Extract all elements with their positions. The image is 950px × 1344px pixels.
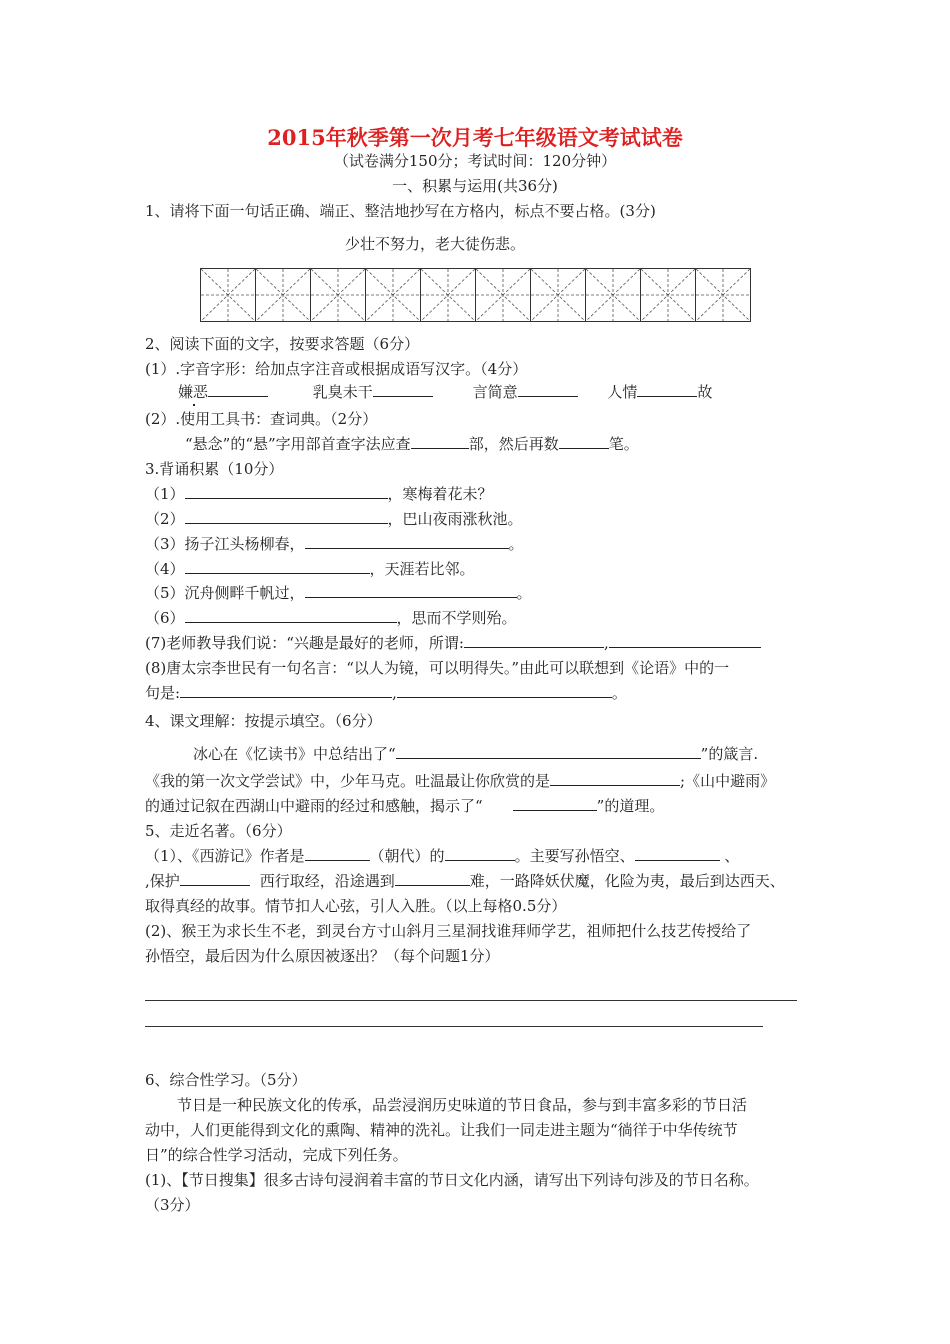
q3-item-5 [145, 582, 532, 604]
grid-cell[interactable] [696, 269, 750, 321]
q6-para-3: 日”的综合性学习活动，完成下列任务。 [145, 1146, 408, 1164]
text: （1） [145, 485, 185, 503]
blank[interactable] [635, 845, 720, 861]
text: （朝代）的 [369, 847, 445, 865]
q1-sentence: 少壮不努力，老大徒伤悲。 [345, 235, 526, 253]
text: 。 [508, 535, 524, 553]
text: 部，然后再数 [468, 435, 559, 453]
grid-cell[interactable] [311, 269, 366, 321]
word-1: 嫌恶 [178, 383, 209, 401]
q5-line-2 [145, 870, 785, 892]
blank[interactable] [395, 870, 470, 886]
blank[interactable] [396, 743, 701, 759]
q4-line-3 [145, 795, 664, 817]
blank[interactable] [185, 508, 388, 524]
q3-item-6 [145, 607, 517, 629]
answer-line[interactable] [145, 1000, 797, 1001]
q6-para-1: 节日是一种民族文化的传承，品尝浸润历史味道的节日食品，参与到丰富多彩的节日活 [177, 1096, 748, 1114]
grid-cell[interactable] [256, 269, 311, 321]
text: ;《山中避雨》 [680, 772, 776, 790]
q6-para-2: 动中，人们更能得到文化的熏陶、精神的洗礼。让我们一同走进主题为“徜徉于中华传统节 [145, 1121, 738, 1139]
q6-sub-1-score: （3分） [145, 1196, 200, 1214]
q3-item-7 [145, 632, 761, 654]
word-2: 乳臭未干 [312, 383, 373, 401]
q3-prompt: 3.背诵积累（10分） [145, 460, 284, 478]
text: ，思而不学则殆。 [396, 609, 517, 627]
answer-line[interactable] [145, 1026, 763, 1027]
q2-part1: (1）.字音字形：给加点字注音或根据成语写汉字。（4分） [145, 360, 528, 378]
text: ，巴山夜雨涨秋池。 [387, 510, 523, 528]
q5-prompt: 5、走近名著。（6分） [145, 822, 292, 840]
text: ，天涯若比邻。 [369, 560, 475, 578]
text: 冰心在《忆读书》中总结出了“ [193, 745, 396, 763]
section-heading: 一、积累与运用(共36分) [392, 177, 558, 195]
q3-item-8: (8)唐太宗李世民有一句名言：“以人为镜，可以明得失。”由此可以联想到《论语》中的一 [145, 659, 730, 677]
q2-part2: (2）.使用工具书：查词典。（2分） [145, 410, 378, 428]
grid-cell[interactable] [586, 269, 641, 321]
q4-prompt: 4、课文理解：按提示填空。（6分） [145, 712, 382, 730]
blank[interactable] [550, 770, 680, 786]
blank[interactable] [518, 381, 578, 397]
text: 。 [516, 584, 532, 602]
text: 。主要写孙悟空、 [514, 847, 635, 865]
blank[interactable] [305, 845, 370, 861]
blank[interactable] [609, 632, 761, 648]
text: （5）沉舟侧畔千帆过， [145, 584, 305, 602]
q3-item-2 [145, 508, 523, 530]
text: “悬念”的“悬”字用部首查字法应查 [185, 435, 411, 453]
q5-line-5: 孙悟空，最后因为什么原因被逐出？（每个问题1分） [145, 947, 500, 965]
grid-cell[interactable] [476, 269, 531, 321]
q5-line-1 [145, 845, 739, 867]
q5-line-4: (2)、猴王为求长生不老，到灵台方寸山斜月三星洞找谁拜师学艺，祖师把什么技艺传授给了 [145, 922, 752, 940]
q1-prompt: 1、请将下面一句话正确、端正、整洁地抄写在方格内，标点不要占格。(3分) [145, 202, 656, 220]
blank[interactable] [513, 795, 597, 811]
q6-sub-1: (1)、【节日搜集】很多古诗句浸润着丰富的节日文化内涵，请写出下列诗句涉及的节日名称。 [145, 1171, 759, 1189]
text: (7)老师教导我们说：“兴趣是最好的老师，所谓: [145, 634, 464, 652]
word-4-end: 故 [697, 383, 713, 401]
blank[interactable] [180, 682, 392, 698]
text: ”的道理。 [596, 797, 665, 815]
blank[interactable] [373, 381, 433, 397]
exam-title: 2015年秋季第一次月考七年级语文考试试卷 [267, 125, 683, 150]
word-4: 人情 [607, 383, 638, 401]
text: ，寒梅着花未？ [387, 485, 493, 503]
grid-cell[interactable] [366, 269, 421, 321]
blank[interactable] [464, 632, 604, 648]
text: 西行取经，沿途遇到 [259, 872, 395, 890]
q3-item-1 [145, 483, 493, 505]
blank[interactable] [185, 607, 397, 623]
q3-item-3 [145, 533, 524, 555]
blank[interactable] [637, 381, 697, 397]
q6-prompt: 6、综合性学习。（5分） [145, 1071, 307, 1089]
q2-part2-line [185, 433, 639, 455]
text: 《我的第一次文学尝试》中，少年马克。吐温最让你欣赏的是 [145, 772, 551, 790]
q3-item-4 [145, 558, 475, 580]
q3-item-8-answer [145, 682, 627, 704]
q4-line-1 [193, 743, 758, 765]
blank[interactable] [208, 381, 268, 397]
text: 句是: [145, 684, 181, 702]
text: （1）、《西游记》作者是 [145, 847, 305, 865]
text: （6） [145, 609, 185, 627]
grid-cell[interactable] [531, 269, 586, 321]
text: , [603, 634, 609, 652]
text: （3）扬子江头杨柳春， [145, 535, 305, 553]
blank[interactable] [185, 483, 388, 499]
blank[interactable] [185, 558, 370, 574]
word-3: 言简意 [472, 383, 518, 401]
text: ,保护 [145, 872, 180, 890]
q4-line-2 [145, 770, 775, 792]
blank[interactable] [180, 870, 250, 886]
q5-line-3: 取得真经的故事。情节扣人心弦，引人入胜。（以上每格0.5分） [145, 897, 567, 915]
text: （4） [145, 560, 185, 578]
text: , [392, 684, 397, 702]
q2-words [178, 381, 712, 403]
text: 笔。 [608, 435, 639, 453]
text: 的通过记叙在西湖山中避雨的经过和感触，揭示了“ [145, 797, 483, 815]
text: 、 [724, 847, 740, 865]
text: （2） [145, 510, 185, 528]
q2-prompt: 2、阅读下面的文字，按要求答题（6分） [145, 335, 420, 353]
grid-cell[interactable] [641, 269, 696, 321]
grid-cell[interactable] [201, 269, 256, 321]
writing-grid[interactable] [200, 268, 751, 322]
text: 难，一路降妖伏魔，化险为夷，最后到达西天、 [469, 872, 785, 890]
grid-cell[interactable] [421, 269, 476, 321]
text: 。 [611, 684, 627, 702]
blank[interactable] [305, 582, 517, 598]
blank[interactable] [411, 433, 469, 449]
exam-subtitle: （试卷满分150分；考试时间：120分钟） [333, 152, 617, 170]
text: ”的箴言. [700, 745, 759, 763]
blank[interactable] [559, 433, 609, 449]
blank[interactable] [305, 533, 509, 549]
blank[interactable] [397, 682, 612, 698]
blank[interactable] [445, 845, 515, 861]
